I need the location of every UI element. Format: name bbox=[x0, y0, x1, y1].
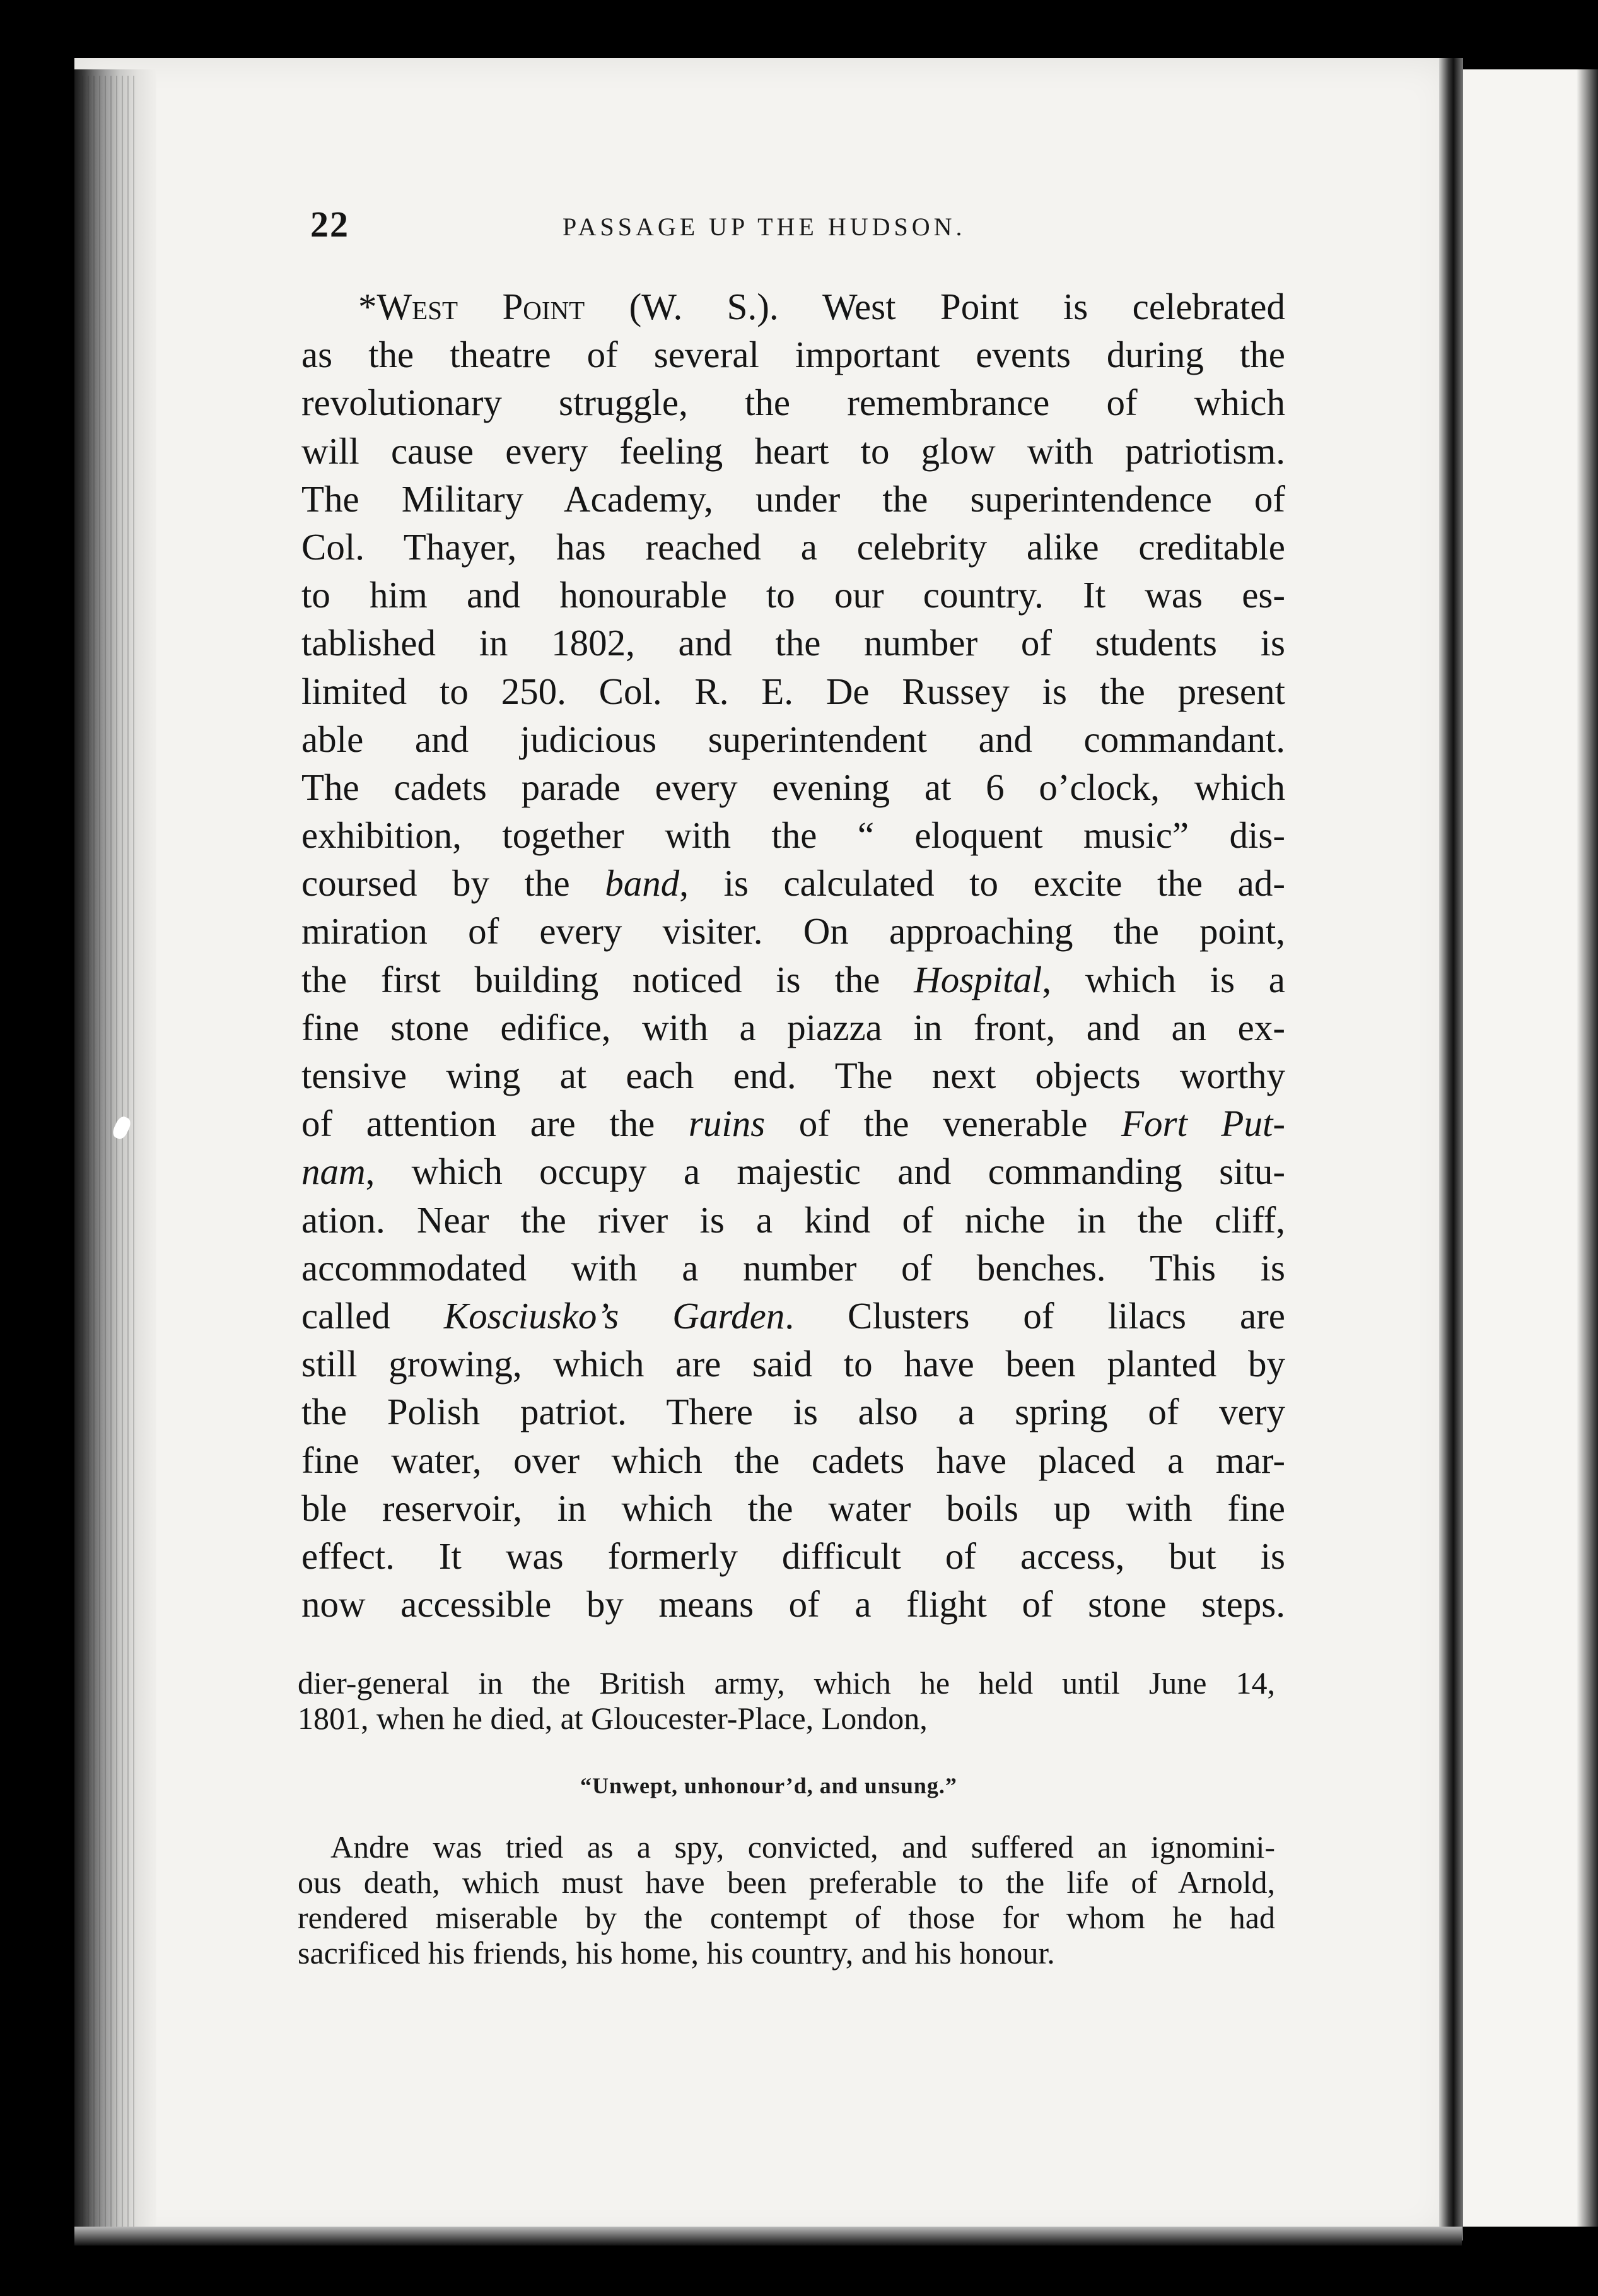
italic-word: Fort Put- bbox=[1121, 1103, 1285, 1145]
italic-word: Hospital bbox=[914, 958, 1042, 1000]
page-number: 22 bbox=[310, 204, 349, 245]
text-line: coursed by the band, is calculated to excite the ad- bbox=[301, 862, 1285, 905]
italic-word: band bbox=[605, 862, 680, 905]
text-line: of attention are the ruins of the venerable Fort Put- bbox=[301, 1103, 1285, 1145]
page-edge-lines bbox=[82, 76, 139, 2233]
footnote-line: rendered miserable by the contempt of those for whom he had bbox=[298, 1900, 1275, 1935]
place-name: West Point bbox=[376, 286, 585, 327]
text-line: Col. Thayer, has reached a celebrity alike creditable bbox=[301, 525, 1285, 568]
book-fold bbox=[1439, 58, 1463, 2240]
text-line: able and judicious superintendent and commandant. bbox=[301, 718, 1285, 760]
text-line: tensive wing at each end. The next objects worthy bbox=[301, 1055, 1285, 1096]
text-line: miration of every visiter. On approaching the point, bbox=[301, 910, 1285, 952]
text-line: fine stone edifice, with a piazza in front, and an ex- bbox=[301, 1006, 1285, 1048]
text-line: ation. Near the river is a kind of niche in the cliff, bbox=[301, 1198, 1285, 1241]
text-line: the first building noticed is the Hospital, which is a bbox=[301, 958, 1285, 1000]
footnote-line: sacrificed his friends, his home, his country, and his honour. bbox=[298, 1935, 1055, 1971]
text-line: to him and honourable to our country. It was es- bbox=[301, 574, 1285, 616]
text-line: will cause every feeling heart to glow with patriotism. bbox=[301, 430, 1285, 472]
italic-word: ruins bbox=[688, 1103, 766, 1145]
italic-word: Kosciusko’s Garden bbox=[443, 1294, 785, 1337]
text-line: revolutionary struggle, the remembrance of which bbox=[301, 382, 1285, 424]
text-line: *West Point (W. S.). West Point is celebrated bbox=[358, 286, 1285, 327]
footnote-continuation bbox=[298, 1665, 1275, 1736]
text-line: The cadets parade every evening at 6 o’clock, which bbox=[301, 766, 1285, 808]
footnote-line: Andre was tried as a spy, convicted, and suffered an ignomini- bbox=[330, 1829, 1275, 1865]
text-line: as the theatre of several important events during the bbox=[301, 334, 1285, 376]
footnote-quote: “Unwept, unhonour’d, and unsung.” bbox=[580, 1773, 957, 1798]
page-header bbox=[310, 203, 1300, 254]
text-line: the Polish patriot. There is also a spring of very bbox=[301, 1391, 1285, 1433]
text-line: tablished in 1802, and the number of students is bbox=[301, 622, 1285, 664]
text-line: effect. It was formerly difficult of access, but is bbox=[301, 1535, 1285, 1577]
italic-word: nam bbox=[301, 1151, 366, 1193]
text-line: fine water, over which the cadets have placed a mar- bbox=[301, 1439, 1285, 1481]
running-head: PASSAGE UP THE HUDSON. bbox=[563, 213, 966, 241]
footnote-line: dier-general in the British army, which he held until June 14, bbox=[298, 1665, 1275, 1701]
text-line: limited to 250. Col. R. E. De Russey is the present bbox=[301, 670, 1285, 712]
text-line: nam, which occupy a majestic and commanding situ- bbox=[301, 1151, 1285, 1193]
page-bottom-edge bbox=[74, 2227, 1462, 2246]
text-line: The Military Academy, under the superintendence of bbox=[301, 477, 1285, 520]
facing-page-edge bbox=[1577, 69, 1598, 2227]
text-line: exhibition, together with the “ eloquent music” dis- bbox=[301, 814, 1285, 857]
text-line: called Kosciusko’s Garden. Clusters of lilacs are bbox=[301, 1294, 1285, 1337]
text-line: still growing, which are said to have been planted by bbox=[301, 1343, 1285, 1385]
text-line: ble reservoir, in which the water boils up with fine bbox=[301, 1487, 1285, 1529]
text-line: accommodated with a number of benches. This is bbox=[301, 1246, 1285, 1289]
footnote-andre bbox=[298, 1829, 1275, 1971]
text-line: now accessible by means of a flight of stone steps. bbox=[301, 1583, 1285, 1625]
main-text bbox=[301, 283, 1285, 1628]
footnote-line: 1801, when he died, at Gloucester-Place, London, bbox=[298, 1701, 928, 1736]
footnote-line: ous death, which must have been preferable to the life of Arnold, bbox=[298, 1865, 1275, 1900]
